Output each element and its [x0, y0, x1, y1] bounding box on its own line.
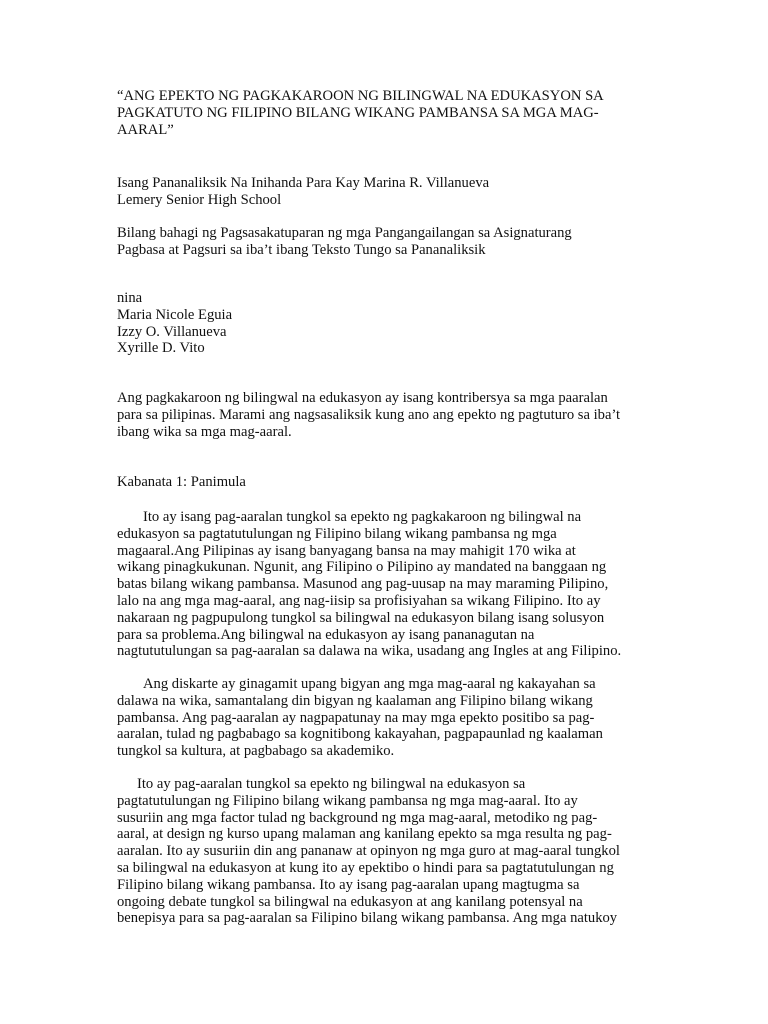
researcher-info: [117, 175, 657, 209]
author-name: Izzy O. Villanueva: [117, 323, 227, 340]
body-paragraph-3: [117, 776, 657, 927]
paragraph-line: para sa problema.Ang bilingwal na edukasyon ay isang pananagutan na: [117, 626, 535, 643]
title-line: AARAL”: [117, 121, 174, 138]
prepared-for-line: Isang Pananaliksik Na Inihanda Para Kay Marina R. Villanueva: [117, 175, 490, 191]
paragraph-line: ongoing debate tungkol sa bilingwal na edukasyon at ang kanilang potensyal na: [117, 893, 583, 910]
authors-by-label: nina: [117, 290, 143, 306]
paragraph-line: tungkol sa kultura, at pagbabago sa akademiko.: [117, 743, 395, 760]
title-line: PAGKATUTO NG FILIPINO BILANG WIKANG PAMBANSA SA MGA MAG-: [117, 104, 599, 121]
requirement-statement: [117, 225, 657, 259]
paragraph-line: aaral, at design ng kurso upang malaman ang kanilang epekto sa mga resulta ng pag-: [117, 826, 612, 843]
paragraph-line: pagtatutulungan ng Filipino bilang wikang pambansa ng mga mag-aaral. Ito ay: [117, 792, 578, 809]
requirement-line: Bilang bahagi ng Pagsasakatuparan ng mga Pangangailangan sa Asignaturang: [117, 225, 572, 241]
abstract-paragraph: [117, 390, 657, 440]
chapter-heading-text: Kabanata 1: Panimula: [117, 474, 246, 490]
paragraph-line: Ito ay isang pag-aaralan tungkol sa epekto ng pagkakaroon ng bilingwal na: [143, 509, 582, 525]
abstract-line: Ang pagkakaroon ng bilingwal na edukasyon ay isang kontribersya sa mga paaralan: [117, 390, 608, 406]
paragraph-line: nagtututulungan sa pag-aaralan sa dalawa na wika, usadang ang Ingles at ang Filipino.: [117, 643, 622, 660]
author-name: Maria Nicole Eguia: [117, 306, 233, 323]
document-title: [117, 88, 657, 138]
paragraph-line: sa bilingwal na edukasyon at kung ito ay epektibo o hindi para sa pagtatutulungan ng: [117, 859, 614, 876]
paragraph-line: benepisya para sa pag-aaralan sa Filipino bilang wikang pambansa. Ang mga natukoy: [117, 910, 618, 927]
paragraph-line: Filipino bilang wikang pambansa. Ito ay isang pag-aaralan upang magtugma sa: [117, 876, 580, 893]
paragraph-line: pambansa. Ang pag-aaralan ay nagpapatunay na may mga epekto positibo sa pag-: [117, 709, 595, 726]
paragraph-line: batas bilang wikang pambansa. Masunod ang pag-uusap na may maraming Pilipino,: [117, 576, 609, 593]
paragraph-line: magaaral.Ang Pilipinas ay isang banyagang bansa na may mahigit 170 wika at: [117, 542, 576, 559]
paragraph-line: Ang diskarte ay ginagamit upang bigyan ang mga mag-aaral ng kakayahan sa: [143, 676, 596, 692]
paragraph-line: aaralan. Ito ay susuriin din ang pananaw at opinyon ng mga guro at mag-aaral tungkol: [117, 843, 620, 860]
paragraph-line: susuriin ang mga factor tulad ng background ng mga mag-aaral, metodiko ng pag-: [117, 809, 598, 826]
paragraph-line: Ito ay pag-aaralan tungkol sa epekto ng bilingwal na edukasyon sa: [137, 776, 526, 792]
author-name: Xyrille D. Vito: [117, 340, 205, 357]
paragraph-line: edukasyon sa pagtatutulungan ng Filipino bilang wikang pambansa ng mga: [117, 525, 557, 542]
paragraph-line: lalo na ang mga mag-aaral, ang nag-iisip sa profisiyahan sa wikang Filipino. Ito ay: [117, 592, 601, 609]
chapter-heading: [117, 474, 657, 491]
paragraph-line: dalawa na wika, samantalang din bigyan ng kaalaman ang Filipino bilang wikang: [117, 692, 593, 709]
abstract-line: ibang wika sa mga mag-aaral.: [117, 423, 292, 440]
paragraph-line: nakaraan ng pagpupulong tungkol sa bilingwal na edukasyon bilang isang solusyon: [117, 609, 605, 626]
body-paragraph-2: [117, 676, 657, 760]
author-list: [117, 290, 657, 357]
requirement-line: Pagbasa at Pagsuri sa iba’t ibang Teksto Tungo sa Pananaliksik: [117, 241, 486, 258]
paragraph-line: wikang pinagkukunan. Ngunit, ang Filipino o Pilipino ay mandated na banggaan ng: [117, 559, 607, 576]
abstract-line: para sa pilipinas. Marami ang nagsasaliksik kung ano ang epekto ng pagtuturo sa iba’t: [117, 406, 621, 423]
school-line: Lemery Senior High School: [117, 191, 282, 208]
body-paragraph-1: [117, 509, 657, 660]
paragraph-line: aaralan, tulad ng pagbabago sa kognitibong kakayahan, pagpapaunlad ng kaalaman: [117, 726, 603, 743]
title-line: “ANG EPEKTO NG PAGKAKAROON NG BILINGWAL NA EDUKASYON SA: [117, 88, 604, 104]
